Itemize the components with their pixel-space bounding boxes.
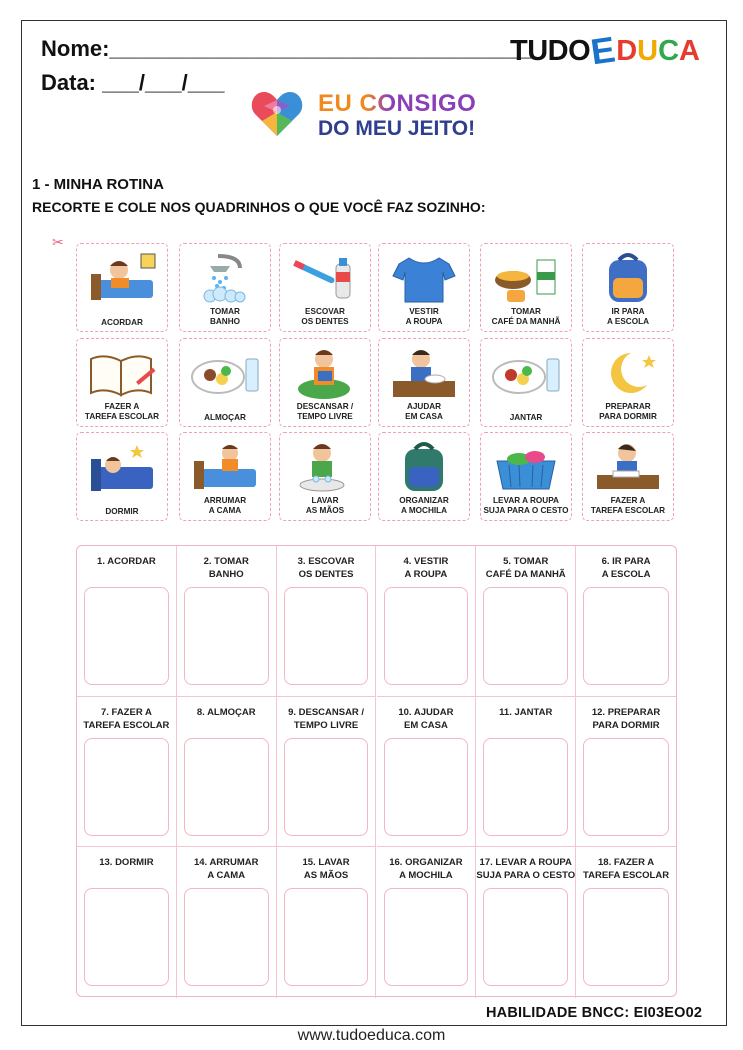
paste-slot bbox=[476, 697, 576, 848]
paste-box[interactable] bbox=[284, 738, 369, 836]
paste-slot-label: 1. ACORDAR bbox=[97, 556, 156, 567]
cutout-card-label: AJUDAR EM CASA bbox=[405, 402, 443, 421]
paste-box[interactable] bbox=[284, 587, 369, 685]
paste-box[interactable] bbox=[483, 738, 568, 836]
cutout-card-label: PREPARAR PARA DORMIR bbox=[599, 402, 657, 421]
cutout-card[interactable] bbox=[378, 432, 470, 521]
section-instruction: RECORTE E COLE NOS QUADRINHOS O QUE VOCÊ FAZ SOZINHO: bbox=[32, 199, 486, 215]
logo-letter-d: D bbox=[616, 34, 638, 67]
paste-slot-label: 18. FAZER A TAREFA ESCOLAR bbox=[583, 857, 670, 881]
paste-slot-label: 13. DORMIR bbox=[99, 857, 154, 868]
paste-slot bbox=[277, 546, 377, 697]
cutout-card-label: ARRUMAR A CAMA bbox=[203, 496, 247, 515]
scissors-icon: ✂ bbox=[52, 234, 64, 250]
cutout-card-label: TOMAR CAFÉ DA MANHÃ bbox=[491, 307, 561, 326]
cutout-card[interactable] bbox=[378, 338, 470, 427]
cutout-card-label: ESCOVAR OS DENTES bbox=[301, 307, 349, 326]
cutout-card[interactable] bbox=[179, 243, 271, 332]
homework-child-icon bbox=[591, 439, 665, 493]
waking-up-icon bbox=[85, 250, 159, 304]
date-line: Data: ___/___/___ bbox=[41, 70, 225, 95]
section-title: 1 - MINHA ROTINA bbox=[32, 176, 164, 193]
dishes-child-icon bbox=[387, 345, 461, 399]
cutout-card[interactable] bbox=[279, 243, 371, 332]
paste-box[interactable] bbox=[583, 888, 669, 986]
cutout-card-label: LEVAR A ROUPA SUJA PARA O CESTO bbox=[483, 496, 569, 515]
cutout-card[interactable] bbox=[76, 432, 168, 521]
tshirt-icon bbox=[387, 250, 461, 304]
name-line: Nome:___________________________________ bbox=[41, 36, 538, 61]
cutout-card-label: VESTIR A ROUPA bbox=[405, 307, 443, 326]
puzzle-heart-icon bbox=[250, 88, 304, 138]
paste-box[interactable] bbox=[84, 738, 169, 836]
paste-slot-label: 9. DESCANSAR / TEMPO LIVRE bbox=[288, 706, 365, 731]
backpack-icon bbox=[591, 250, 665, 304]
cutout-card-label: FAZER A TAREFA ESCOLAR bbox=[84, 402, 160, 421]
paste-box[interactable] bbox=[184, 587, 269, 685]
cutout-card-label: ORGANIZAR A MOCHILA bbox=[399, 496, 449, 515]
paste-slot-label: 2. TOMAR BANHO bbox=[203, 556, 249, 580]
cutout-card[interactable] bbox=[279, 338, 371, 427]
paste-slot bbox=[576, 847, 676, 998]
paste-box[interactable] bbox=[384, 738, 469, 836]
cutout-card[interactable] bbox=[582, 432, 674, 521]
paste-slot-label: 15. LAVAR AS MÃOS bbox=[302, 857, 350, 881]
cutout-card-label: DESCANSAR / TEMPO LIVRE bbox=[296, 402, 354, 421]
cutout-card[interactable] bbox=[582, 338, 674, 427]
paste-box[interactable] bbox=[84, 587, 169, 685]
paste-slot bbox=[277, 847, 377, 998]
cutout-card[interactable] bbox=[480, 338, 572, 427]
cutout-card-label: IR PARA A ESCOLA bbox=[606, 307, 649, 326]
cutout-card[interactable] bbox=[76, 243, 168, 332]
sleeping-child-icon bbox=[85, 439, 159, 493]
paste-slot-label: 16. ORGANIZAR A MOCHILA bbox=[389, 857, 463, 881]
paste-slot-label: 4. VESTIR A ROUPA bbox=[403, 556, 449, 580]
paste-box[interactable] bbox=[384, 587, 469, 685]
laundry-basket-icon bbox=[489, 439, 563, 493]
toothbrush-icon bbox=[288, 250, 362, 304]
paste-slot bbox=[177, 546, 277, 697]
cutout-card[interactable] bbox=[179, 338, 271, 427]
cutout-card-label: LAVAR AS MÃOS bbox=[305, 496, 345, 515]
paste-slot-label: 7. FAZER A TAREFA ESCOLAR bbox=[83, 706, 170, 731]
moon-icon bbox=[591, 345, 665, 399]
cutout-card[interactable] bbox=[179, 432, 271, 521]
paste-slot bbox=[77, 847, 177, 998]
shower-icon bbox=[188, 250, 262, 304]
cutout-card[interactable] bbox=[378, 243, 470, 332]
paste-slot-label: 17. LEVAR A ROUPA SUJA PARA O CESTO bbox=[476, 857, 576, 881]
paste-box[interactable] bbox=[84, 888, 169, 986]
paste-box[interactable] bbox=[483, 587, 568, 685]
breakfast-icon bbox=[489, 250, 563, 304]
dinner-plate-icon bbox=[489, 345, 563, 399]
badge-line-1 bbox=[318, 90, 476, 118]
paste-slot bbox=[377, 546, 477, 697]
tudoeduca-logo bbox=[510, 26, 720, 76]
paste-box[interactable] bbox=[384, 888, 469, 986]
paste-slot bbox=[177, 847, 277, 998]
paste-box[interactable] bbox=[583, 738, 669, 836]
green-backpack-icon bbox=[387, 439, 461, 493]
paste-slot-label: 5. TOMAR CAFÉ DA MANHÃ bbox=[485, 556, 566, 580]
washing-hands-icon bbox=[288, 439, 362, 493]
logo-letter-c: C bbox=[658, 34, 680, 67]
cutout-card-label: TOMAR BANHO bbox=[209, 307, 241, 326]
cutout-card-label: ALMOÇAR bbox=[204, 413, 246, 422]
paste-box[interactable] bbox=[184, 738, 269, 836]
paste-slot-label: 12. PREPARAR PARA DORMIR bbox=[591, 706, 661, 731]
paste-slot bbox=[576, 697, 676, 848]
paste-slot bbox=[377, 697, 477, 848]
cutout-cards bbox=[76, 243, 676, 523]
paste-box[interactable] bbox=[583, 587, 669, 685]
paste-slot-label: 10. AJUDAR EM CASA bbox=[398, 706, 454, 731]
cutout-card-label: DORMIR bbox=[105, 507, 139, 516]
footer-url[interactable]: www.tudoeduca.com bbox=[297, 1027, 446, 1044]
cutout-card-label: FAZER A TAREFA ESCOLAR bbox=[590, 496, 666, 515]
paste-slot bbox=[377, 847, 477, 998]
cutout-card-label: JANTAR bbox=[509, 413, 543, 422]
paste-slot bbox=[77, 546, 177, 697]
logo-part-tudo: TUDO bbox=[510, 34, 591, 67]
notebook-icon bbox=[85, 345, 159, 399]
paste-slot bbox=[77, 697, 177, 848]
cutout-card[interactable] bbox=[76, 338, 168, 427]
logo-letter-e: E bbox=[588, 28, 618, 73]
paste-slot-label: 8. ALMOÇAR bbox=[196, 706, 256, 718]
paste-box[interactable] bbox=[184, 888, 269, 986]
paste-slot bbox=[177, 697, 277, 848]
paste-box[interactable] bbox=[483, 888, 568, 986]
cutout-card[interactable] bbox=[582, 243, 674, 332]
making-bed-icon bbox=[188, 439, 262, 493]
paste-slot bbox=[576, 546, 676, 697]
cutout-card[interactable] bbox=[279, 432, 371, 521]
autism-badge bbox=[250, 86, 510, 142]
cutout-card[interactable] bbox=[480, 432, 572, 521]
paste-box[interactable] bbox=[284, 888, 369, 986]
paste-slot bbox=[277, 697, 377, 848]
paste-slot bbox=[476, 546, 576, 697]
paste-slot bbox=[476, 847, 576, 998]
bncc-skill: HABILIDADE BNCC: EI03EO02 bbox=[486, 1005, 703, 1021]
cutout-card[interactable] bbox=[480, 243, 572, 332]
paste-slot-label: 14. ARRUMAR A CAMA bbox=[193, 857, 259, 881]
badge-line-1-text: EU CONSIGO bbox=[318, 90, 477, 117]
logo-letter-u: U bbox=[637, 34, 659, 67]
reading-child-icon bbox=[288, 345, 362, 399]
logo-letter-a: A bbox=[679, 34, 700, 67]
cutout-card-label: ACORDAR bbox=[101, 318, 143, 327]
paste-slot-label: 6. IR PARA A ESCOLA bbox=[601, 556, 651, 580]
paste-grid bbox=[76, 545, 677, 997]
badge-line-2: DO MEU JEITO! bbox=[318, 117, 476, 140]
paste-slot-label: 11. JANTAR bbox=[499, 706, 553, 718]
lunch-plate-icon bbox=[188, 345, 262, 399]
paste-slot-label: 3. ESCOVAR OS DENTES bbox=[297, 556, 355, 580]
